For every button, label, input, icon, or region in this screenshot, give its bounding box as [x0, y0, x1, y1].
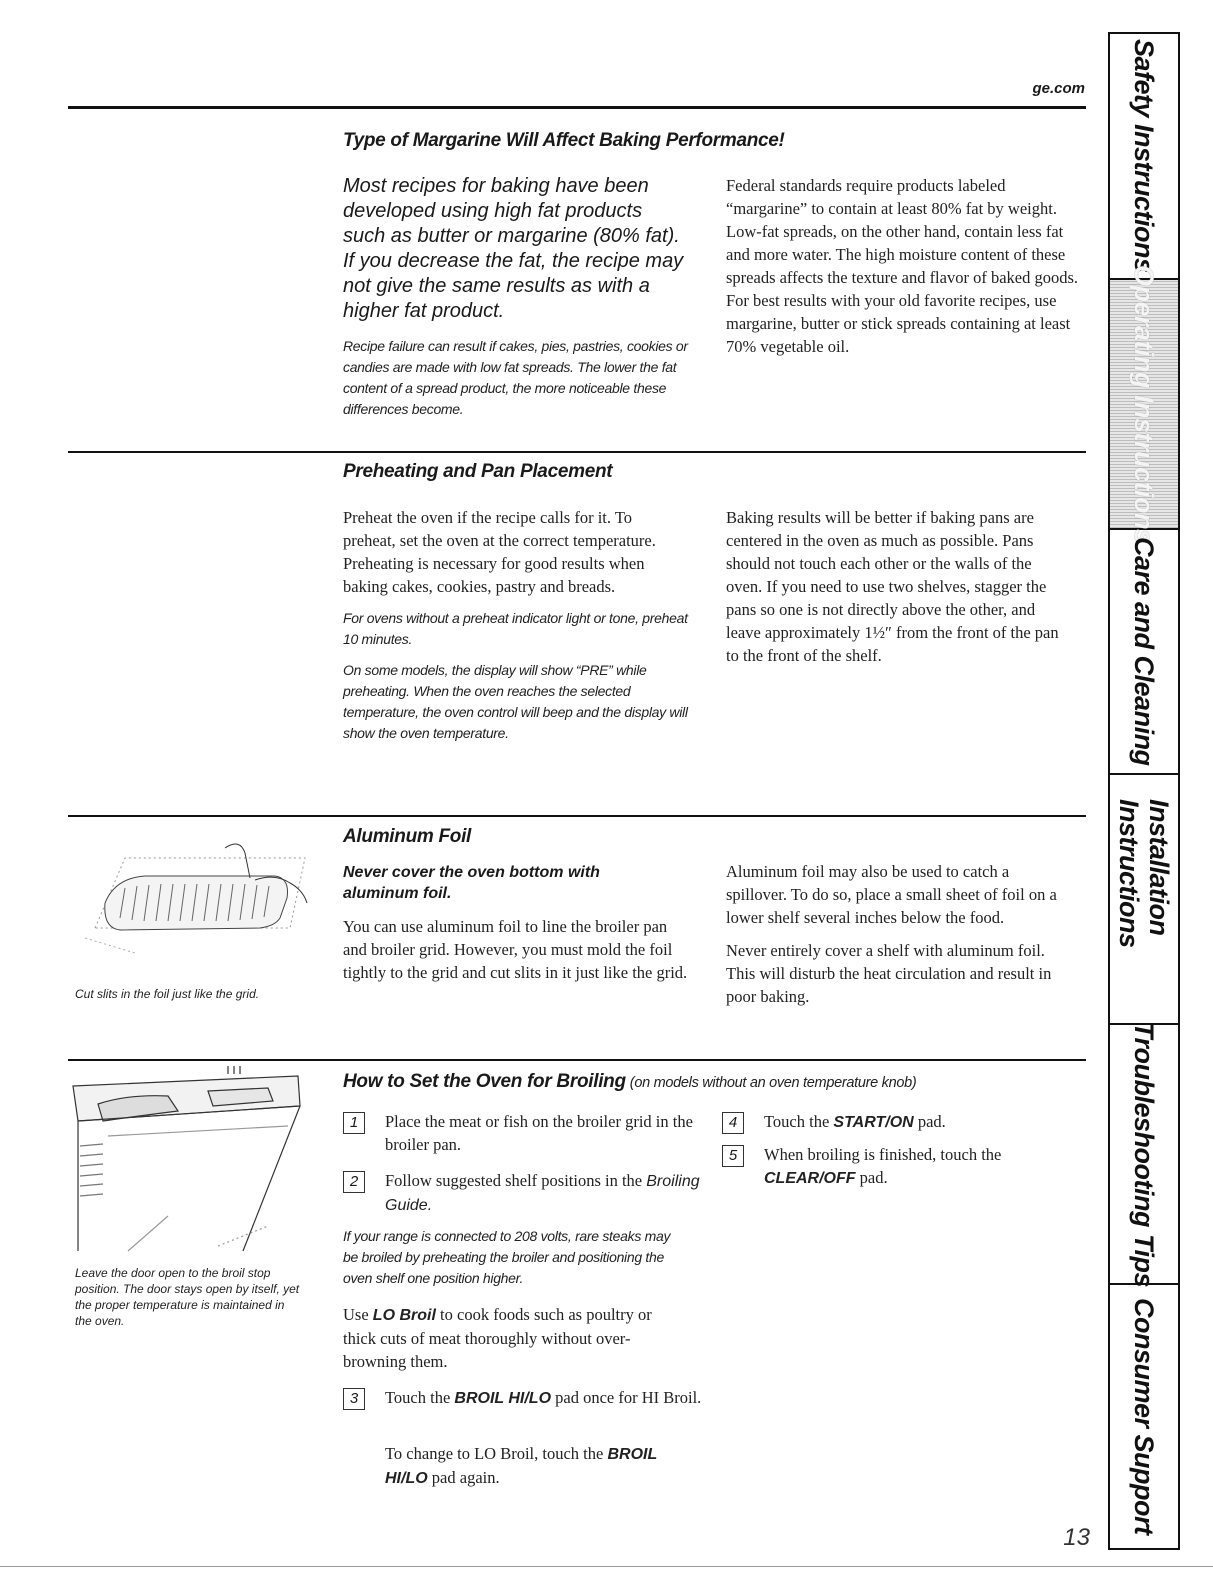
- step3-post: pad once for HI Broil.: [555, 1388, 702, 1407]
- step5-pre: When broiling is finished, touch the: [764, 1145, 1002, 1164]
- step3b-post: pad again.: [431, 1468, 500, 1487]
- tab-installation-instructions[interactable]: [1108, 775, 1180, 1025]
- broil-step-3b: [385, 1442, 695, 1490]
- tab-label: Installation Instructions: [1114, 799, 1174, 948]
- step-text: [764, 1110, 946, 1134]
- tab-troubleshooting-tips[interactable]: [1108, 1021, 1180, 1287]
- foil-warning: Never cover the oven bottom with aluminum foil.: [343, 864, 600, 902]
- broil-step-2: [343, 1169, 703, 1217]
- top-rule: [68, 106, 1086, 109]
- step4-pre: Touch the: [764, 1112, 830, 1131]
- rule-preheat: [68, 451, 1086, 453]
- step-text: [764, 1143, 1082, 1190]
- preheat-title: Preheating and Pan Placement: [343, 461, 613, 482]
- step4-post: pad.: [917, 1112, 946, 1131]
- broil-step-4: [722, 1110, 1082, 1134]
- broil-step-1: [343, 1110, 703, 1156]
- tab-label: Consumer Support: [1129, 1298, 1159, 1535]
- tab-label: Troubleshooting Tips: [1129, 1021, 1159, 1287]
- clear-off-key: CLEAR/OFF: [764, 1170, 856, 1187]
- step-number: 5: [722, 1145, 744, 1167]
- lo-post: to cook foods such as poultry or thick cuts of meat thoroughly without over-browning them.: [343, 1305, 652, 1371]
- lo-broil-key: LO Broil: [372, 1307, 436, 1324]
- step-text: Place the meat or fish on the broiler grid in the broiler pan.: [385, 1112, 693, 1154]
- tab-label: Safety Instructions: [1129, 39, 1159, 273]
- oven-door-broil-stop-illustration: [68, 1066, 318, 1256]
- broil-voltage-note: If your range is connected to 208 volts, rare steaks may be broiled by preheating the broiler and positioning the oven shelf one position higher.: [343, 1228, 671, 1286]
- step-text: [385, 1169, 703, 1217]
- tab-safety-instructions[interactable]: [1108, 32, 1180, 280]
- foil-title: Aluminum Foil: [343, 826, 472, 847]
- broil-step-3: [343, 1386, 703, 1410]
- preheat-body2: Baking results will be better if baking pans are centered in the oven as much as possible. Pans should not touch each other or the walls of the oven. If you need to use two shelves, stagger the pans so one is not directly above the other, and leave approximately 1½″ from the front of the pan to the front of the shelf.: [726, 508, 1059, 665]
- lo-pre: Use: [343, 1305, 369, 1324]
- foil-body2: Aluminum foil may also be used to catch a spillover. To do so, place a small sheet of foil on a lower shelf several inches below the food.: [726, 862, 1057, 927]
- bottom-rule: [0, 1566, 1213, 1567]
- tab-consumer-support[interactable]: [1108, 1285, 1180, 1550]
- broil-hi-lo-key-2: BROIL HI/LO: [385, 1446, 657, 1487]
- rule-foil: [68, 815, 1086, 817]
- step5-post: pad.: [859, 1168, 888, 1187]
- broil-step-5: [722, 1143, 1082, 1190]
- broil-title-line: [343, 1071, 1083, 1094]
- preheat-left-col: [343, 506, 688, 754]
- margarine-intro: Most recipes for baking have been developed using high fat products such as butter or margarine (80% fat). If you decrease the fat, the recipe may not give the same results as with a higher fat product.: [343, 175, 684, 322]
- margarine-body: Federal standards require products labeled “margarine” to contain at least 80% fat by weight. Low-fat spreads, on the other hand, contain less fat and more water. The high moisture content of these spreads affects the texture and flavor of baked goods. For best results with your old favorite recipes, use margarine, butter or stick spreads containing at least 70% vegetable oil.: [726, 176, 1079, 356]
- tab-operating-instructions[interactable]: [1108, 264, 1180, 544]
- step3b-pre: To change to LO Broil, touch the: [385, 1444, 604, 1463]
- preheat-note1: For ovens without a preheat indicator light or tone, preheat 10 minutes.: [343, 610, 688, 647]
- broil-lo-text: [343, 1303, 688, 1373]
- step-text-main: Follow suggested shelf positions in the: [385, 1171, 643, 1190]
- step-number: 1: [343, 1112, 365, 1134]
- preheat-note2: On some models, the display will show “PRE” while preheating. When the oven reaches the selected temperature, the oven control will beep and the display will show the oven temperature.: [343, 662, 688, 741]
- step-number: 3: [343, 1388, 365, 1410]
- broiling-guide-ref: Broiling Guide.: [385, 1173, 700, 1214]
- tab-care-and-cleaning[interactable]: [1108, 530, 1180, 775]
- margarine-note: Recipe failure can result if cakes, pies, pastries, cookies or candies are made with low fat spreads. The lower the fat content of a spread product, the more noticeable these differences become.: [343, 338, 688, 417]
- broiler-pan-foil-illustration: [75, 818, 315, 968]
- foil-caption: Cut slits in the foil just like the grid.: [75, 987, 260, 1001]
- broil-title: How to Set the Oven for Broiling: [343, 1071, 626, 1092]
- foil-body1: You can use aluminum foil to line the broiler pan and broiler grid. However, you must mold the foil tightly to the grid and cut slits in it just like the grid.: [343, 917, 688, 982]
- start-on-key: START/ON: [833, 1114, 914, 1131]
- site-url: ge.com: [1032, 80, 1085, 97]
- broil-hi-lo-key: BROIL HI/LO: [454, 1390, 552, 1407]
- step-number: 2: [343, 1171, 365, 1193]
- step-text: [385, 1386, 701, 1410]
- preheat-body1: Preheat the oven if the recipe calls for it. To preheat, set the oven at the correct temperature. Preheating is necessary for good results when baking cakes, cookies, pastry and breads.: [343, 508, 656, 596]
- tab-label: Operating Instructions: [1129, 264, 1159, 544]
- foil-body3: Never entirely cover a shelf with aluminum foil. This will disturb the heat circulation and result in poor baking.: [726, 941, 1052, 1006]
- margarine-title: Type of Margarine Will Affect Baking Performance!: [343, 130, 785, 151]
- foil-right-col: [726, 860, 1071, 1018]
- step3-pre: Touch the: [385, 1388, 451, 1407]
- broil-subtitle: (on models without an oven temperature knob): [629, 1075, 917, 1091]
- rule-broil: [68, 1059, 1086, 1061]
- page-number: 13: [1063, 1524, 1090, 1551]
- step-number: 4: [722, 1112, 744, 1134]
- tab-label: Care and Cleaning: [1129, 537, 1159, 766]
- broil-caption: Leave the door open to the broil stop position. The door stays open by itself, yet the proper temperature is maintained in the oven.: [75, 1266, 300, 1328]
